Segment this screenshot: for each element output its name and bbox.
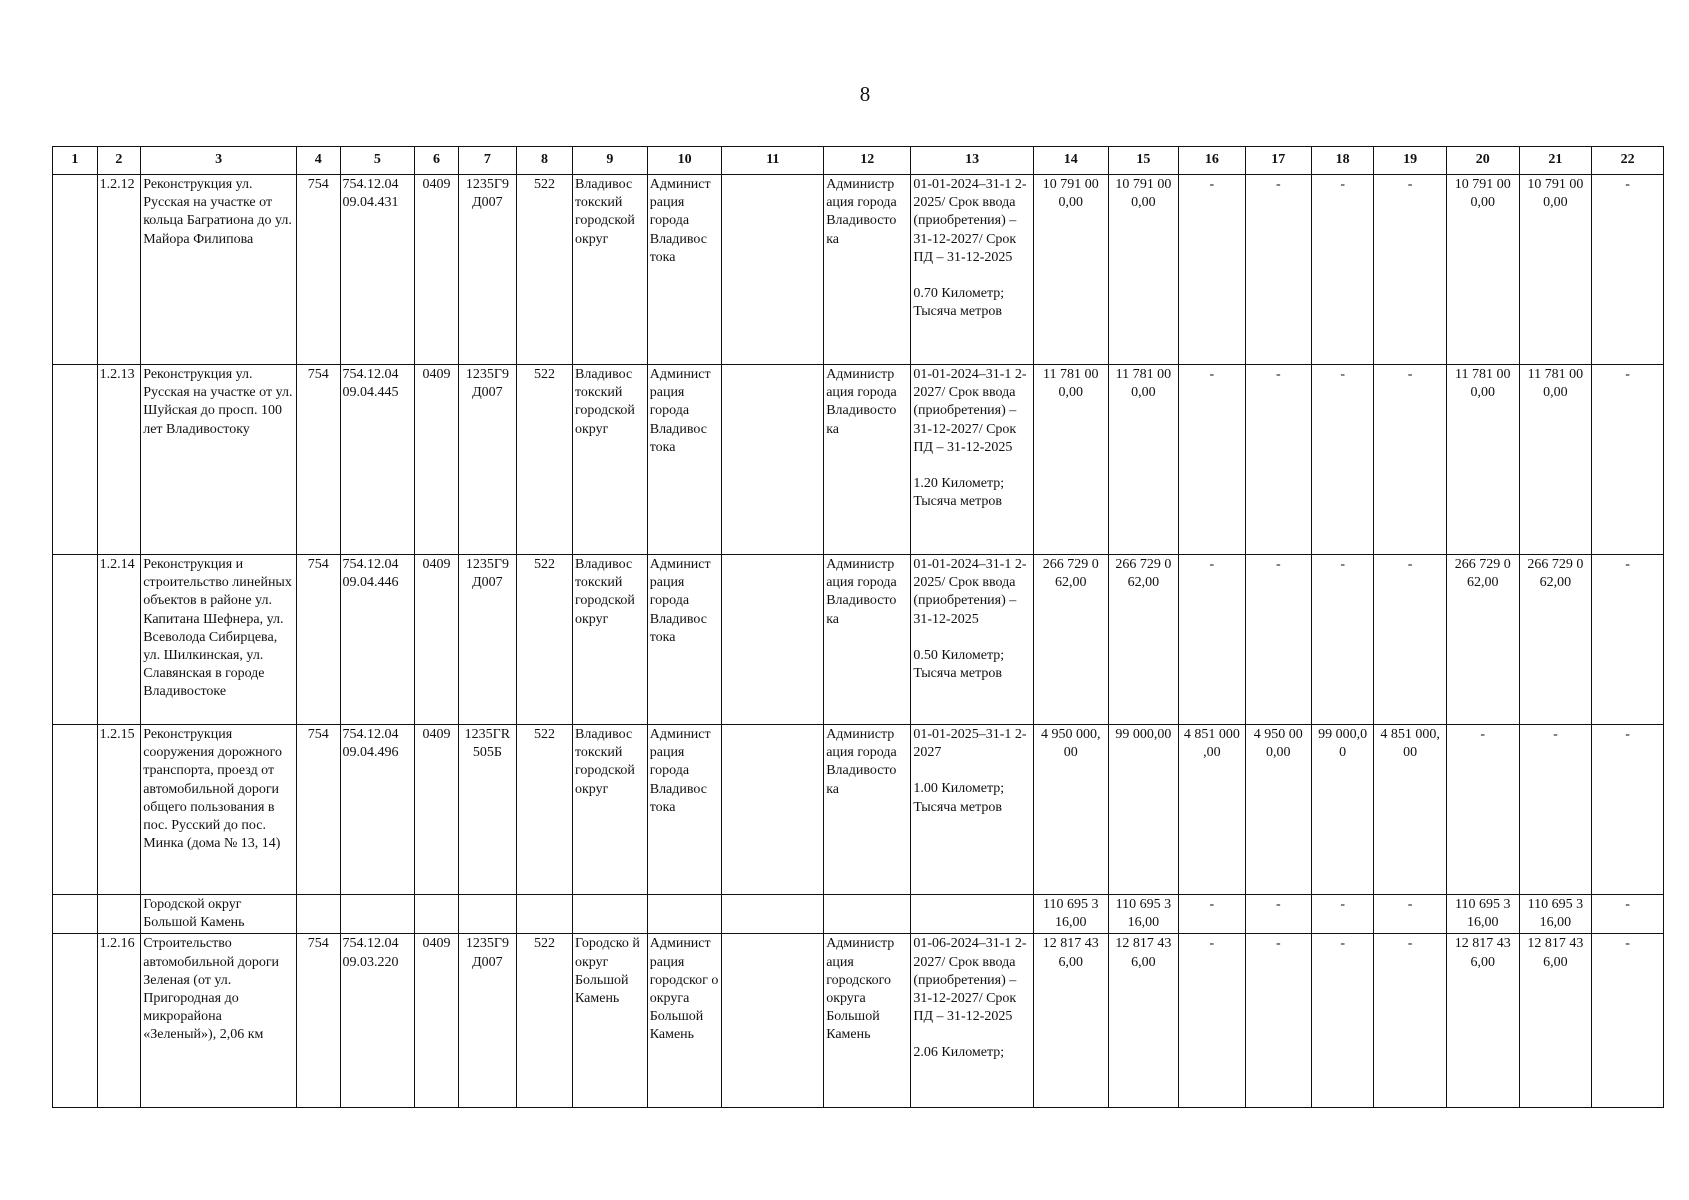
- cell-empty: [415, 895, 459, 934]
- column-header: 22: [1592, 147, 1664, 175]
- table-row: [53, 365, 1664, 555]
- cell-amount: 99 000,0 0: [1312, 725, 1374, 895]
- cell-number: 1.2.15: [97, 725, 141, 895]
- cell-empty: [647, 895, 722, 934]
- cell-target: 1235Г9 Д007: [458, 365, 516, 555]
- cell-object-name: Реконструкция сооружения дорожного транспорта, проезд от автомобильной дороги общего пользования в пос. Русский до пос. Минка (дома № 13, 14): [141, 725, 297, 895]
- terms-period: 01-01-2024–31-1 2-2025/ Срок ввода (приобретения) – 31-12-2027/ Срок ПД – 31-12-2025: [913, 177, 1027, 265]
- cell-amount: 11 781 00 0,00: [1033, 365, 1108, 555]
- column-header: 19: [1374, 147, 1447, 175]
- cell-amount: 12 817 43 6,00: [1519, 934, 1592, 1108]
- cell-municipality: Владивос токский городской округ: [573, 725, 648, 895]
- cell-amount: -: [1592, 555, 1664, 725]
- column-header: 12: [824, 147, 911, 175]
- cell-municipality: Владивос токский городской округ: [573, 175, 648, 365]
- cell-terms: [911, 934, 1033, 1108]
- cell-amount: -: [1312, 895, 1374, 934]
- column-header: 5: [340, 147, 415, 175]
- cell-municipality: Владивос токский городской округ: [573, 555, 648, 725]
- cell-amount: -: [1374, 895, 1447, 934]
- cell-budget-code: 754.12.04 09.03.220: [340, 934, 415, 1108]
- cell-target: 1235Г9 Д007: [458, 934, 516, 1108]
- cell-empty: [722, 725, 824, 895]
- cell-customer: Администр ация городского округа Большой Камень: [824, 934, 911, 1108]
- cell-amount: -: [1592, 365, 1664, 555]
- cell-budget-code: 754.12.04 09.04.445: [340, 365, 415, 555]
- cell-customer: Администр ация города Владивосто ка: [824, 725, 911, 895]
- cell-amount: 4 851 000, 00: [1374, 725, 1447, 895]
- cell-terms: [911, 365, 1033, 555]
- cell-amount: 11 781 00 0,00: [1108, 365, 1179, 555]
- cell-code: 754: [296, 555, 340, 725]
- cell-amount: 266 729 0 62,00: [1446, 555, 1519, 725]
- column-header: 8: [516, 147, 572, 175]
- cell-number: 1.2.14: [97, 555, 141, 725]
- cell-amount: -: [1245, 175, 1311, 365]
- terms-capacity: 0.70 Километр; Тысяча метров: [913, 285, 1005, 320]
- cell-amount: 99 000,00: [1108, 725, 1179, 895]
- group-subtotal-row: [53, 895, 1664, 934]
- cell-amount: -: [1592, 725, 1664, 895]
- cell-object-name: Реконструкция ул. Русская на участке от кольца Багратиона до ул. Майора Филипова: [141, 175, 297, 365]
- cell-object-name: Реконструкция и строительство линейных объектов в районе ул. Капитана Шефнера, ул. Всеволода Сибирцева, ул. Шилкинская, ул. Славянская в городе Владивостоке: [141, 555, 297, 725]
- cell-amount: -: [1179, 365, 1245, 555]
- cell-type: 522: [516, 175, 572, 365]
- cell-customer: Администр ация города Владивосто ка: [824, 175, 911, 365]
- cell-amount: -: [1374, 175, 1447, 365]
- column-header: 20: [1446, 147, 1519, 175]
- cell-amount: 266 729 0 62,00: [1033, 555, 1108, 725]
- terms-capacity: 2.06 Километр;: [913, 1045, 1005, 1061]
- cell-object-name: Строительство автомобильной дороги Зеленая (от ул. Пригородная до микрорайона «Зеленый»), 2,06 км: [141, 934, 297, 1108]
- cell-object-name: Реконструкция ул. Русская на участке от ул. Шуйская до просп. 100 лет Владивостоку: [141, 365, 297, 555]
- cell-code: 754: [296, 175, 340, 365]
- table-row: [53, 725, 1664, 895]
- cell-amount: 12 817 43 6,00: [1033, 934, 1108, 1108]
- column-header: 13: [911, 147, 1033, 175]
- cell-budget-code: 754.12.04 09.04.496: [340, 725, 415, 895]
- terms-capacity: 1.20 Километр; Тысяча метров: [913, 475, 1005, 510]
- column-header: 15: [1108, 147, 1179, 175]
- cell-type: 522: [516, 725, 572, 895]
- cell-empty: [516, 895, 572, 934]
- cell-amount: -: [1245, 934, 1311, 1108]
- cell-index: [53, 934, 98, 1108]
- cell-amount: 110 695 3 16,00: [1108, 895, 1179, 934]
- cell-amount: 12 817 43 6,00: [1108, 934, 1179, 1108]
- cell-amount: 4 851 000 ,00: [1179, 725, 1245, 895]
- cell-target: 1235Г9 Д007: [458, 175, 516, 365]
- cell-municipality: Владивос токский городской округ: [573, 365, 648, 555]
- column-header: 7: [458, 147, 516, 175]
- cell-amount: 10 791 00 0,00: [1519, 175, 1592, 365]
- cell-amount: -: [1245, 895, 1311, 934]
- cell-target: 1235ГR 505Б: [458, 725, 516, 895]
- cell-section: 0409: [415, 555, 459, 725]
- cell-group-name: Городской округ Большой Камень: [141, 895, 297, 934]
- cell-amount: -: [1592, 175, 1664, 365]
- column-header: 3: [141, 147, 297, 175]
- cell-empty: [340, 895, 415, 934]
- cell-amount: -: [1312, 555, 1374, 725]
- cell-section: 0409: [415, 725, 459, 895]
- cell-code: 754: [296, 725, 340, 895]
- cell-section: 0409: [415, 175, 459, 365]
- cell-empty: [722, 555, 824, 725]
- cell-type: 522: [516, 555, 572, 725]
- column-header: 21: [1519, 147, 1592, 175]
- cell-index: [53, 725, 98, 895]
- cell-amount: 4 950 00 0,00: [1245, 725, 1311, 895]
- cell-amount: 266 729 0 62,00: [1519, 555, 1592, 725]
- cell-code: 754: [296, 365, 340, 555]
- cell-amount: 4 950 000, 00: [1033, 725, 1108, 895]
- cell-amount: -: [1592, 934, 1664, 1108]
- terms-capacity: 1.00 Километр; Тысяча метров: [913, 781, 1005, 815]
- cell-amount: 12 817 43 6,00: [1446, 934, 1519, 1108]
- column-header: 4: [296, 147, 340, 175]
- cell-empty: [722, 934, 824, 1108]
- cell-terms: [911, 555, 1033, 725]
- column-header: 2: [97, 147, 141, 175]
- terms-period: 01-01-2024–31-1 2-2027/ Срок ввода (приобретения) – 31-12-2027/ Срок ПД – 31-12-2025: [913, 367, 1027, 455]
- cell-amount: -: [1519, 725, 1592, 895]
- column-header: 18: [1312, 147, 1374, 175]
- cell-owner: Админист рация города Владивос тока: [647, 365, 722, 555]
- terms-capacity: 0.50 Километр; Тысяча метров: [913, 647, 1005, 681]
- cell-budget-code: 754.12.04 09.04.446: [340, 555, 415, 725]
- cell-amount: -: [1446, 725, 1519, 895]
- cell-empty: [722, 175, 824, 365]
- cell-amount: 110 695 3 16,00: [1033, 895, 1108, 934]
- cell-empty: [573, 895, 648, 934]
- column-header: 14: [1033, 147, 1108, 175]
- objects-table: [52, 146, 1664, 1108]
- cell-amount: -: [1312, 365, 1374, 555]
- cell-code: 754: [296, 934, 340, 1108]
- cell-amount: -: [1374, 555, 1447, 725]
- cell-owner: Админист рация городског о округа Большой Камень: [647, 934, 722, 1108]
- column-header: 10: [647, 147, 722, 175]
- cell-amount: -: [1312, 934, 1374, 1108]
- cell-index: [53, 365, 98, 555]
- table-row: [53, 934, 1664, 1108]
- cell-owner: Админист рация города Владивос тока: [647, 175, 722, 365]
- cell-number: 1.2.13: [97, 365, 141, 555]
- cell-amount: 10 791 00 0,00: [1446, 175, 1519, 365]
- column-number-row: [53, 147, 1664, 175]
- cell-amount: 10 791 00 0,00: [1033, 175, 1108, 365]
- cell-section: 0409: [415, 365, 459, 555]
- cell-terms: [911, 175, 1033, 365]
- cell-budget-code: 754.12.04 09.04.431: [340, 175, 415, 365]
- cell-empty: [722, 895, 824, 934]
- cell-amount: -: [1245, 365, 1311, 555]
- cell-amount: 10 791 00 0,00: [1108, 175, 1179, 365]
- cell-empty: [911, 895, 1033, 934]
- cell-number: 1.2.16: [97, 934, 141, 1108]
- cell-target: 1235Г9 Д007: [458, 555, 516, 725]
- cell-index: [53, 175, 98, 365]
- cell-number: 1.2.12: [97, 175, 141, 365]
- cell-customer: Администр ация города Владивосто ка: [824, 555, 911, 725]
- column-header: 6: [415, 147, 459, 175]
- cell-amount: 266 729 0 62,00: [1108, 555, 1179, 725]
- cell-owner: Админист рация города Владивос тока: [647, 555, 722, 725]
- cell-amount: -: [1245, 555, 1311, 725]
- cell-amount: -: [1179, 175, 1245, 365]
- table-row: [53, 175, 1664, 365]
- cell-type: 522: [516, 365, 572, 555]
- column-header: 11: [722, 147, 824, 175]
- cell-amount: -: [1592, 895, 1664, 934]
- cell-amount: 110 695 3 16,00: [1446, 895, 1519, 934]
- cell-amount: -: [1312, 175, 1374, 365]
- cell-amount: -: [1179, 555, 1245, 725]
- cell-amount: -: [1374, 934, 1447, 1108]
- cell-amount: 11 781 00 0,00: [1519, 365, 1592, 555]
- cell-amount: 11 781 00 0,00: [1446, 365, 1519, 555]
- terms-period: 01-01-2025–31-1 2-2027: [913, 727, 1027, 761]
- terms-period: 01-06-2024–31-1 2-2027/ Срок ввода (приобретения) – 31-12-2027/ Срок ПД – 31-12-2025: [913, 936, 1027, 1025]
- cell-empty: [296, 895, 340, 934]
- column-header: 17: [1245, 147, 1311, 175]
- terms-period: 01-01-2024–31-1 2-2025/ Срок ввода (приобретения) – 31-12-2025: [913, 557, 1027, 627]
- column-header: 1: [53, 147, 98, 175]
- cell-terms: [911, 725, 1033, 895]
- page-number: 8: [859, 82, 871, 106]
- cell-amount: -: [1374, 365, 1447, 555]
- cell-owner: Админист рация города Владивос тока: [647, 725, 722, 895]
- cell-amount: -: [1179, 934, 1245, 1108]
- table-row: [53, 555, 1664, 725]
- cell-type: 522: [516, 934, 572, 1108]
- cell-number: [97, 895, 141, 934]
- cell-section: 0409: [415, 934, 459, 1108]
- cell-customer: Администр ация города Владивосто ка: [824, 365, 911, 555]
- cell-empty: [824, 895, 911, 934]
- cell-amount: -: [1179, 895, 1245, 934]
- cell-index: [53, 895, 98, 934]
- cell-empty: [722, 365, 824, 555]
- cell-municipality: Городско й округ Большой Камень: [573, 934, 648, 1108]
- cell-amount: 110 695 3 16,00: [1519, 895, 1592, 934]
- column-header: 16: [1179, 147, 1245, 175]
- column-header: 9: [573, 147, 648, 175]
- cell-empty: [458, 895, 516, 934]
- cell-index: [53, 555, 98, 725]
